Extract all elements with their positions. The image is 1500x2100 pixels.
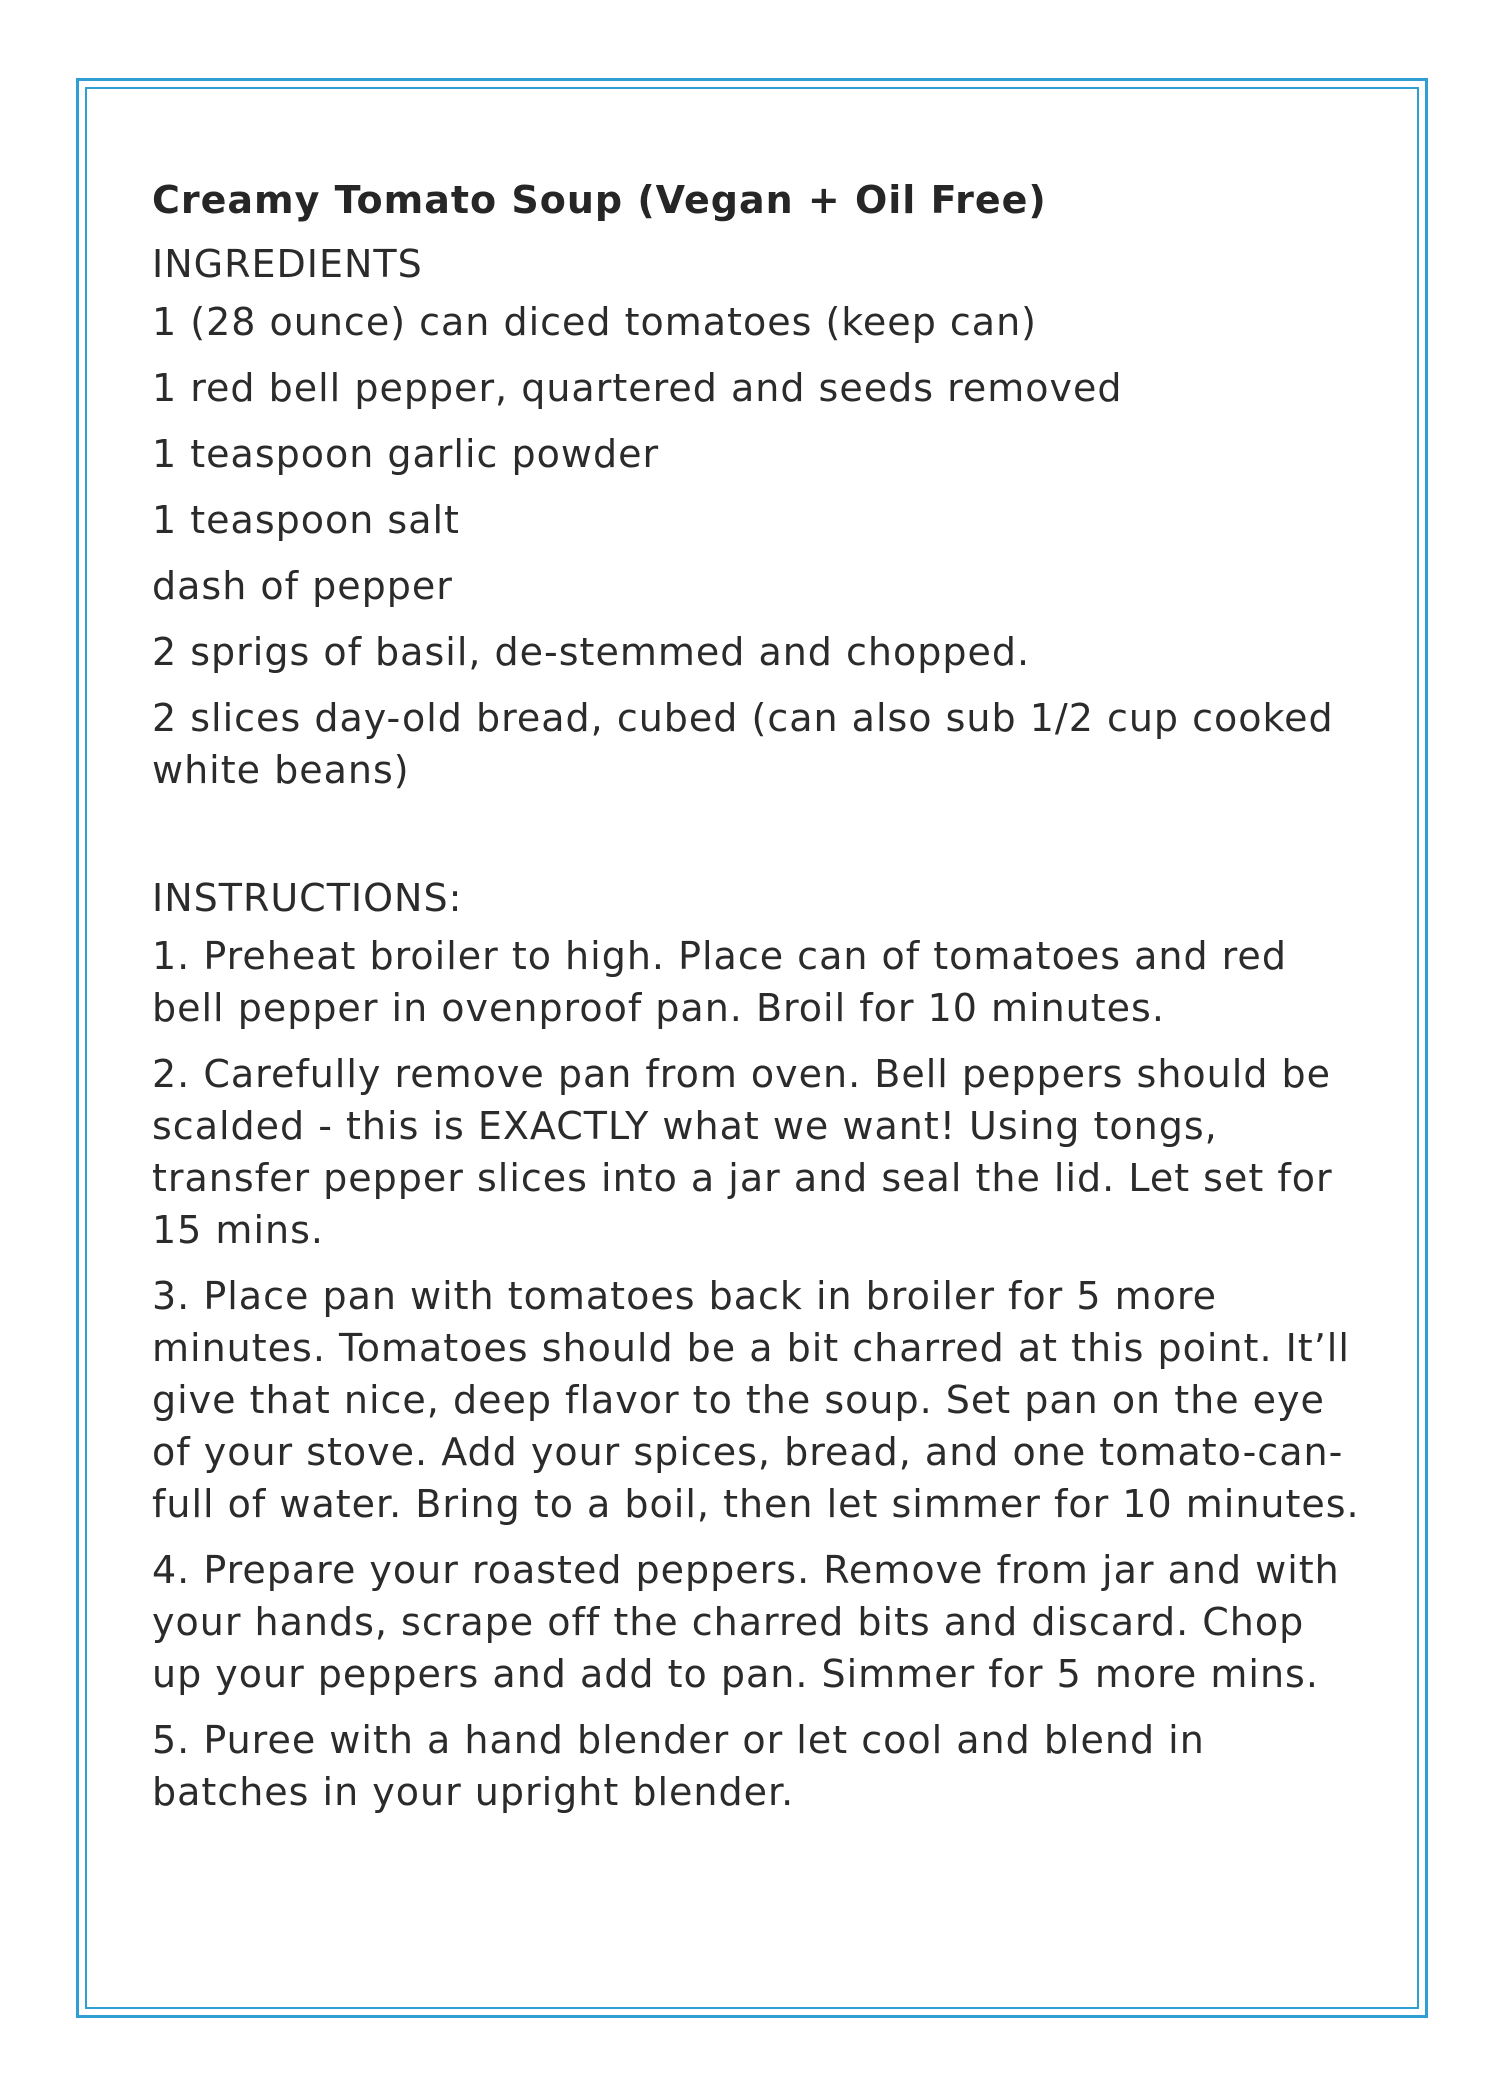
ingredient-item: 2 slices day-old bread, cubed (can also sub 1/2 cup cooked white beans) bbox=[152, 696, 1334, 792]
recipe-card bbox=[152, 168, 1362, 1832]
instruction-step: 3. Place pan with tomatoes back in broiler for 5 more minutes. Tomatoes should be a bit charred at this point. It’ll give that nice, deep flavor to the soup. Set pan on the eye of your stove. Add your spices, bread, and one tomato-can-full of water. Bring to a boil, then let simmer for 10 minutes. bbox=[152, 1274, 1360, 1526]
ingredient-item: 1 (28 ounce) can diced tomatoes (keep can) bbox=[152, 300, 1037, 344]
instruction-step: 2. Carefully remove pan from oven. Bell peppers should be scalded - this is EXACTLY what we want! Using tongs, transfer pepper slices into a jar and seal the lid. Let set for 15 mins. bbox=[152, 1052, 1333, 1252]
ingredient-item: 1 teaspoon garlic powder bbox=[152, 432, 660, 476]
ingredients-list bbox=[152, 296, 1362, 796]
ingredients-heading: INGREDIENTS bbox=[152, 242, 423, 286]
instruction-step: 5. Puree with a hand blender or let cool and blend in batches in your upright blender. bbox=[152, 1718, 1205, 1814]
instruction-step: 4. Prepare your roasted peppers. Remove from jar and with your hands, scrape off the charred bits and discard. Chop up your peppers and add to pan. Simmer for 5 more mins. bbox=[152, 1548, 1340, 1696]
ingredient-item: 1 teaspoon salt bbox=[152, 498, 460, 542]
instructions-heading: INSTRUCTIONS: bbox=[152, 876, 463, 920]
instruction-step: 1. Preheat broiler to high. Place can of tomatoes and red bell pepper in ovenproof pan. Broil for 10 minutes. bbox=[152, 934, 1287, 1030]
section-spacer bbox=[152, 810, 1362, 866]
instructions-list bbox=[152, 930, 1362, 1818]
recipe-title: Creamy Tomato Soup (Vegan + Oil Free) bbox=[152, 178, 1047, 222]
ingredient-item: dash of pepper bbox=[152, 564, 453, 608]
ingredient-item: 1 red bell pepper, quartered and seeds removed bbox=[152, 366, 1123, 410]
ingredient-item: 2 sprigs of basil, de-stemmed and chopped. bbox=[152, 630, 1031, 674]
